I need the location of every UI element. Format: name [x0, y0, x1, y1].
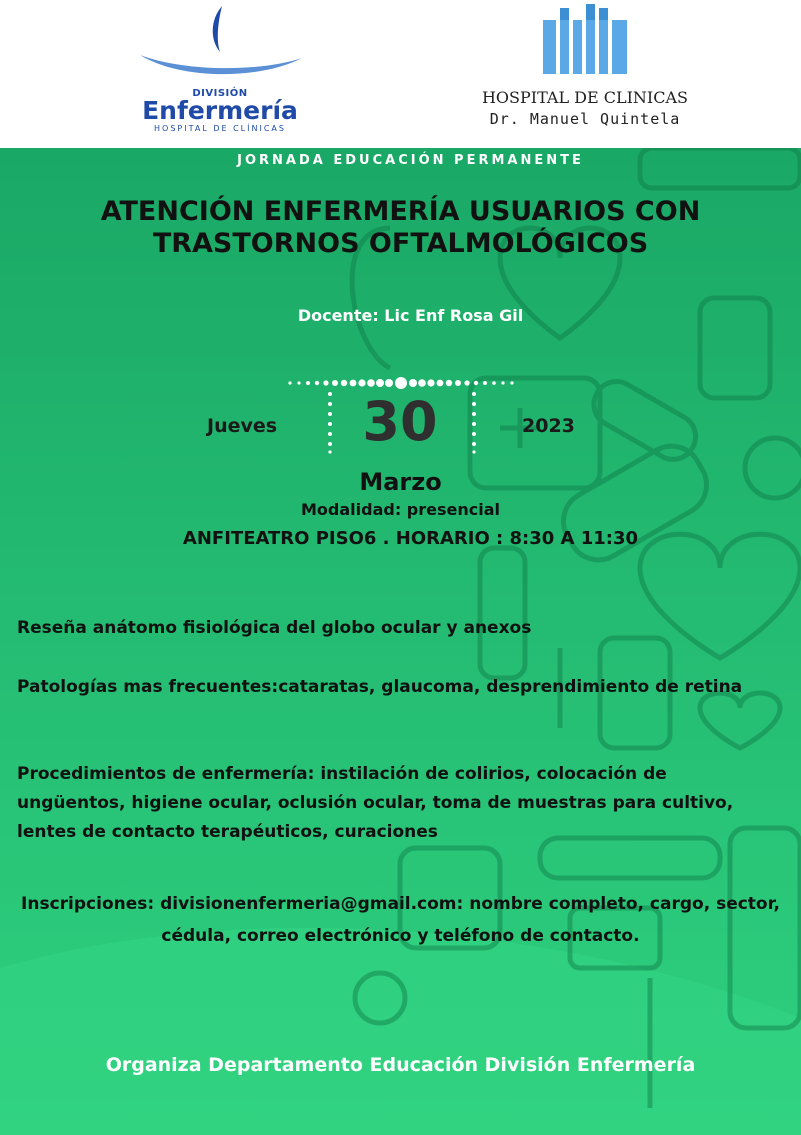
hospital-subtitle: Dr. Manuel Quintela: [489, 110, 681, 128]
topic-item: Procedimientos de enfermería: instilación de colirios, colocación de ungüentos, higiene ocular, oclusión ocular, toma de muestras para cultivo, lentes de contacto terapéuticos, curaciones: [17, 764, 734, 842]
docente-label: Docente: Lic Enf Rosa Gil: [297, 306, 524, 325]
organizer-content: Organiza Departamento Educación División Enfermería: [105, 1054, 696, 1076]
event-kicker: JORNADA EDUCACIÓN PERMANENTE: [237, 153, 584, 168]
inscripciones-text: [10, 888, 791, 952]
date-year: 2023: [522, 415, 575, 437]
topic-item: Patologías mas frecuentes:cataratas, glaucoma, desprendimiento de retina: [17, 677, 743, 697]
logo-enfermeria-text: Enfermería: [142, 96, 298, 125]
logo-hospital-text: HOSPITAL DE CLÍNICAS: [154, 124, 286, 133]
event-title: [0, 196, 801, 260]
date-month: Marzo: [359, 468, 442, 496]
hospital-clinicas-logo: [455, 0, 715, 140]
modalidad-label: Modalidad: presencial: [300, 500, 500, 519]
header: [0, 0, 801, 148]
division-enfermeria-logo: [130, 0, 310, 140]
title-text: ATENCIÓN ENFERMERÍA USUARIOS CON TRASTORNOS OFTALMOLÓGICOS: [100, 196, 701, 259]
building-bars-icon: [455, 0, 715, 80]
date-weekday: Jueves: [207, 415, 278, 437]
hospital-name: HOSPITAL DE CLINICAS: [481, 88, 689, 107]
inscripciones-content: Inscripciones: divisionenfermeria@gmail.com: nombre completo, cargo, sector, cédula, correo electrónico y teléfono de contacto.: [21, 894, 780, 946]
topic-item: Reseña anátomo fisiológica del globo ocular y anexos: [17, 618, 532, 638]
date-day: 30: [362, 390, 438, 453]
drop-swoosh-icon: [130, 0, 310, 90]
organizer-text: [0, 1048, 801, 1082]
poster-body: [0, 148, 801, 1135]
location-schedule: ANFITEATRO PISO6 . HORARIO : 8:30 A 11:30: [182, 528, 639, 549]
logo-division-text: DIVISIÓN: [192, 88, 248, 99]
